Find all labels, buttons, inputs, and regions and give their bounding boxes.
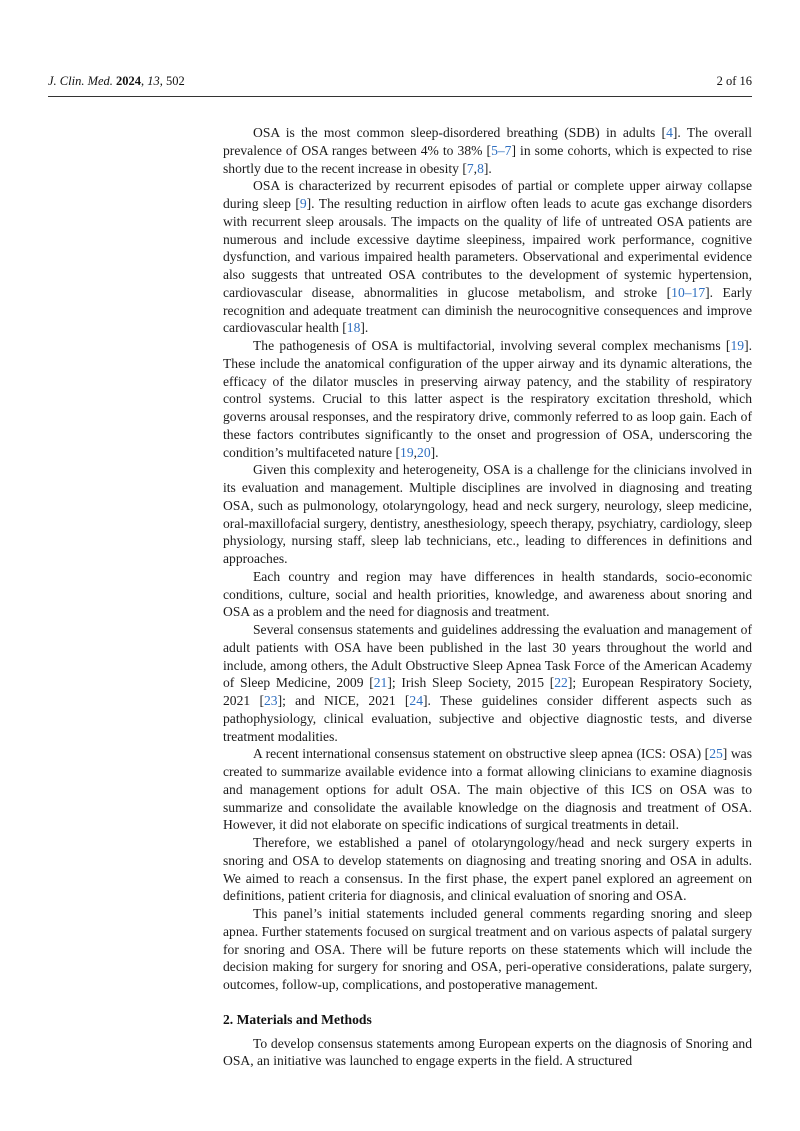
- page-number: 2 of 16: [716, 74, 752, 88]
- paragraph-text: ].: [360, 320, 369, 336]
- paragraph-text: ]. These guidelines consider different aspects such as pathophysiology, clinical evaluation, subjective and objective diagnostic tests, and diverse treatment modalities.: [223, 693, 752, 744]
- body-paragraph: [223, 745, 752, 834]
- citation-link[interactable]: 22: [554, 675, 568, 691]
- article-body: [223, 124, 752, 1070]
- paragraph-text: Given this complexity and heterogeneity, OSA is a challenge for the clinicians involved in its evaluation and management. Multiple disciplines are involved in diagnosing and treating OSA, such as pulmonology, otolaryngology, head and neck surgery, neurology, sleep medicine, oral-maxillofacial surgery, dentistry, anesthesiology, speech therapy, psychiatry, cardiology, sleep physiology, nursing staff, sleep lab technicians, etc., leading to differences in definitions and approaches.: [223, 462, 752, 566]
- citation-link[interactable]: 10–17: [671, 284, 706, 300]
- paragraph-text: ]. The resulting reduction in airflow often leads to acute gas exchange disorders with recurrent sleep arousals. The impacts on the quality of life of untreated OSA patients are numerous and include excessive daytime sleepiness, impaired work performance, cognitive dysfunction, and various impaired health parameters. Observational and experimental evidence also suggests that untreated OSA contributes to the development of systemic hypertension, cardiovascular disease, abnormalities in glucose metabolism, and stroke [: [223, 196, 753, 300]
- intro-paragraphs: [223, 124, 752, 994]
- citation-link[interactable]: 24: [409, 693, 423, 708]
- paragraph-text: ]. These include the anatomical configuration of the upper airway and its dynamic alterations, the efficacy of the dilator muscles in preserving airway patency, and the stability of respiratory control systems. Crucial to this latter aspect is the respiratory excitation threshold, which governs arousal responses, and the respiratory drive, commonly referred to as loop gain. Each of these factors contributes significantly to the onset and progression of OSA, underscoring the condition’s multifaceted nature [: [223, 338, 752, 460]
- paragraph-text: This panel’s initial statements included general comments regarding snoring and sleep apnea. Further statements focused on surgical treatment and on various aspects of palatal surgery for snoring and OSA. There will be future reports on these statements which will include the decision making for surgery for snoring and OSA, peri-operative considerations, palate surgery, outcomes, follow-up, complications, and postoperative management.: [223, 906, 752, 992]
- running-header: [48, 74, 752, 97]
- journal-year: 2024: [116, 74, 142, 88]
- section-heading: 2. Materials and Methods: [223, 1011, 372, 1027]
- paragraph-text: Each country and region may have differences in health standards, socio-economic conditions, culture, social and health priorities, knowledge, and awareness about snoring and OSA as a problem and the need for diagnosis and treatment.: [223, 568, 752, 620]
- citation-link[interactable]: 5–7: [491, 142, 512, 158]
- paragraph-text: ]; European Respiratory Society, 2021 [: [223, 675, 753, 708]
- paragraph-text: ].: [430, 444, 439, 460]
- citation-link[interactable]: 23: [263, 693, 278, 708]
- paragraph-text: ]. Early recognition and adequate treatment can diminish the neurocognitive consequences and improve cardiovascular health [: [223, 284, 752, 336]
- body-paragraph: [223, 177, 752, 337]
- body-paragraph: [223, 337, 752, 461]
- citation-link[interactable]: 19: [400, 444, 414, 460]
- paragraph-text: ]; Irish Sleep Society, 2015 [: [387, 675, 555, 691]
- body-paragraph: [223, 905, 752, 994]
- citation-link[interactable]: 7: [466, 160, 474, 176]
- citation-link[interactable]: 21: [373, 675, 388, 691]
- paragraph-text: The pathogenesis of OSA is multifactorial, involving several complex mechanisms [: [253, 338, 731, 353]
- journal-article: 502: [166, 74, 185, 88]
- paragraph-text: A recent international consensus statement on obstructive sleep apnea (ICS: OSA) [: [253, 746, 710, 762]
- citation-link[interactable]: 8: [477, 160, 484, 176]
- paragraph-text: ,: [413, 444, 418, 460]
- body-paragraph: [223, 568, 752, 621]
- citation-link[interactable]: 20: [417, 444, 431, 460]
- paragraph-text: Therefore, we established a panel of otolaryngology/head and neck surgery experts in snoring and OSA to develop statements on diagnosing and treating snoring and OSA in adults. We aimed to reach a consensus. In the first phase, the expert panel explored an agreement on definitions, patient criteria for diagnosis, and clinical evaluation of snoring and OSA.: [223, 835, 752, 904]
- paragraph-text: Several consensus statements and guidelines addressing the evaluation and management of adult patients with OSA have been published in the last 30 years throughout the world and include, among others, the Adult Obstructive Sleep Apnea Task Force of the American Academy of Sleep Medicine, 2009 [: [223, 622, 752, 691]
- journal-abbrev: J. Clin. Med.: [48, 74, 113, 88]
- body-paragraph: [223, 834, 752, 905]
- section-paragraph: To develop consensus statements among European experts on the diagnosis of Snoring and OSA, an initiative was launched to engage experts in the field. A structured: [223, 1035, 752, 1069]
- citation-link[interactable]: 18: [346, 320, 361, 336]
- paragraph-text: OSA is the most common sleep-disordered breathing (SDB) in adults [: [253, 125, 667, 140]
- body-paragraph: [223, 621, 752, 745]
- body-paragraph: [223, 461, 752, 568]
- paragraph-text: ]; and NICE, 2021 [: [277, 693, 410, 708]
- citation-link[interactable]: 19: [730, 338, 745, 353]
- citation-link[interactable]: 4: [666, 125, 673, 140]
- paragraph-text: ].: [483, 160, 492, 176]
- paragraph-text: ] in some cohorts, which is expected to rise shortly due to the recent increase in obesity [: [223, 142, 752, 176]
- citation-link[interactable]: 9: [299, 196, 307, 211]
- citation-link[interactable]: 25: [709, 746, 723, 762]
- journal-citation: J. Clin. Med. 2024, 13, 502: [48, 74, 185, 88]
- paragraph-text: ]. The overall prevalence of OSA ranges between 4% to 38% [: [223, 125, 752, 158]
- paragraph-text: OSA is characterized by recurrent episodes of partial or complete upper airway collapse during sleep [: [223, 178, 752, 211]
- paragraph-text: ] was created to summarize available evidence into a format allowing clinicians to examine diagnosis and management options for adult OSA. The main objective of this ICS on OSA was to summarize and consolidate the available knowledge on the diagnosis and treatment of OSA. However, it did not elaborate on specific indications of surgical treatments in detail.: [223, 746, 752, 833]
- journal-volume: 13: [147, 74, 160, 88]
- paragraph-text: ,: [473, 160, 478, 176]
- body-paragraph: [223, 124, 752, 177]
